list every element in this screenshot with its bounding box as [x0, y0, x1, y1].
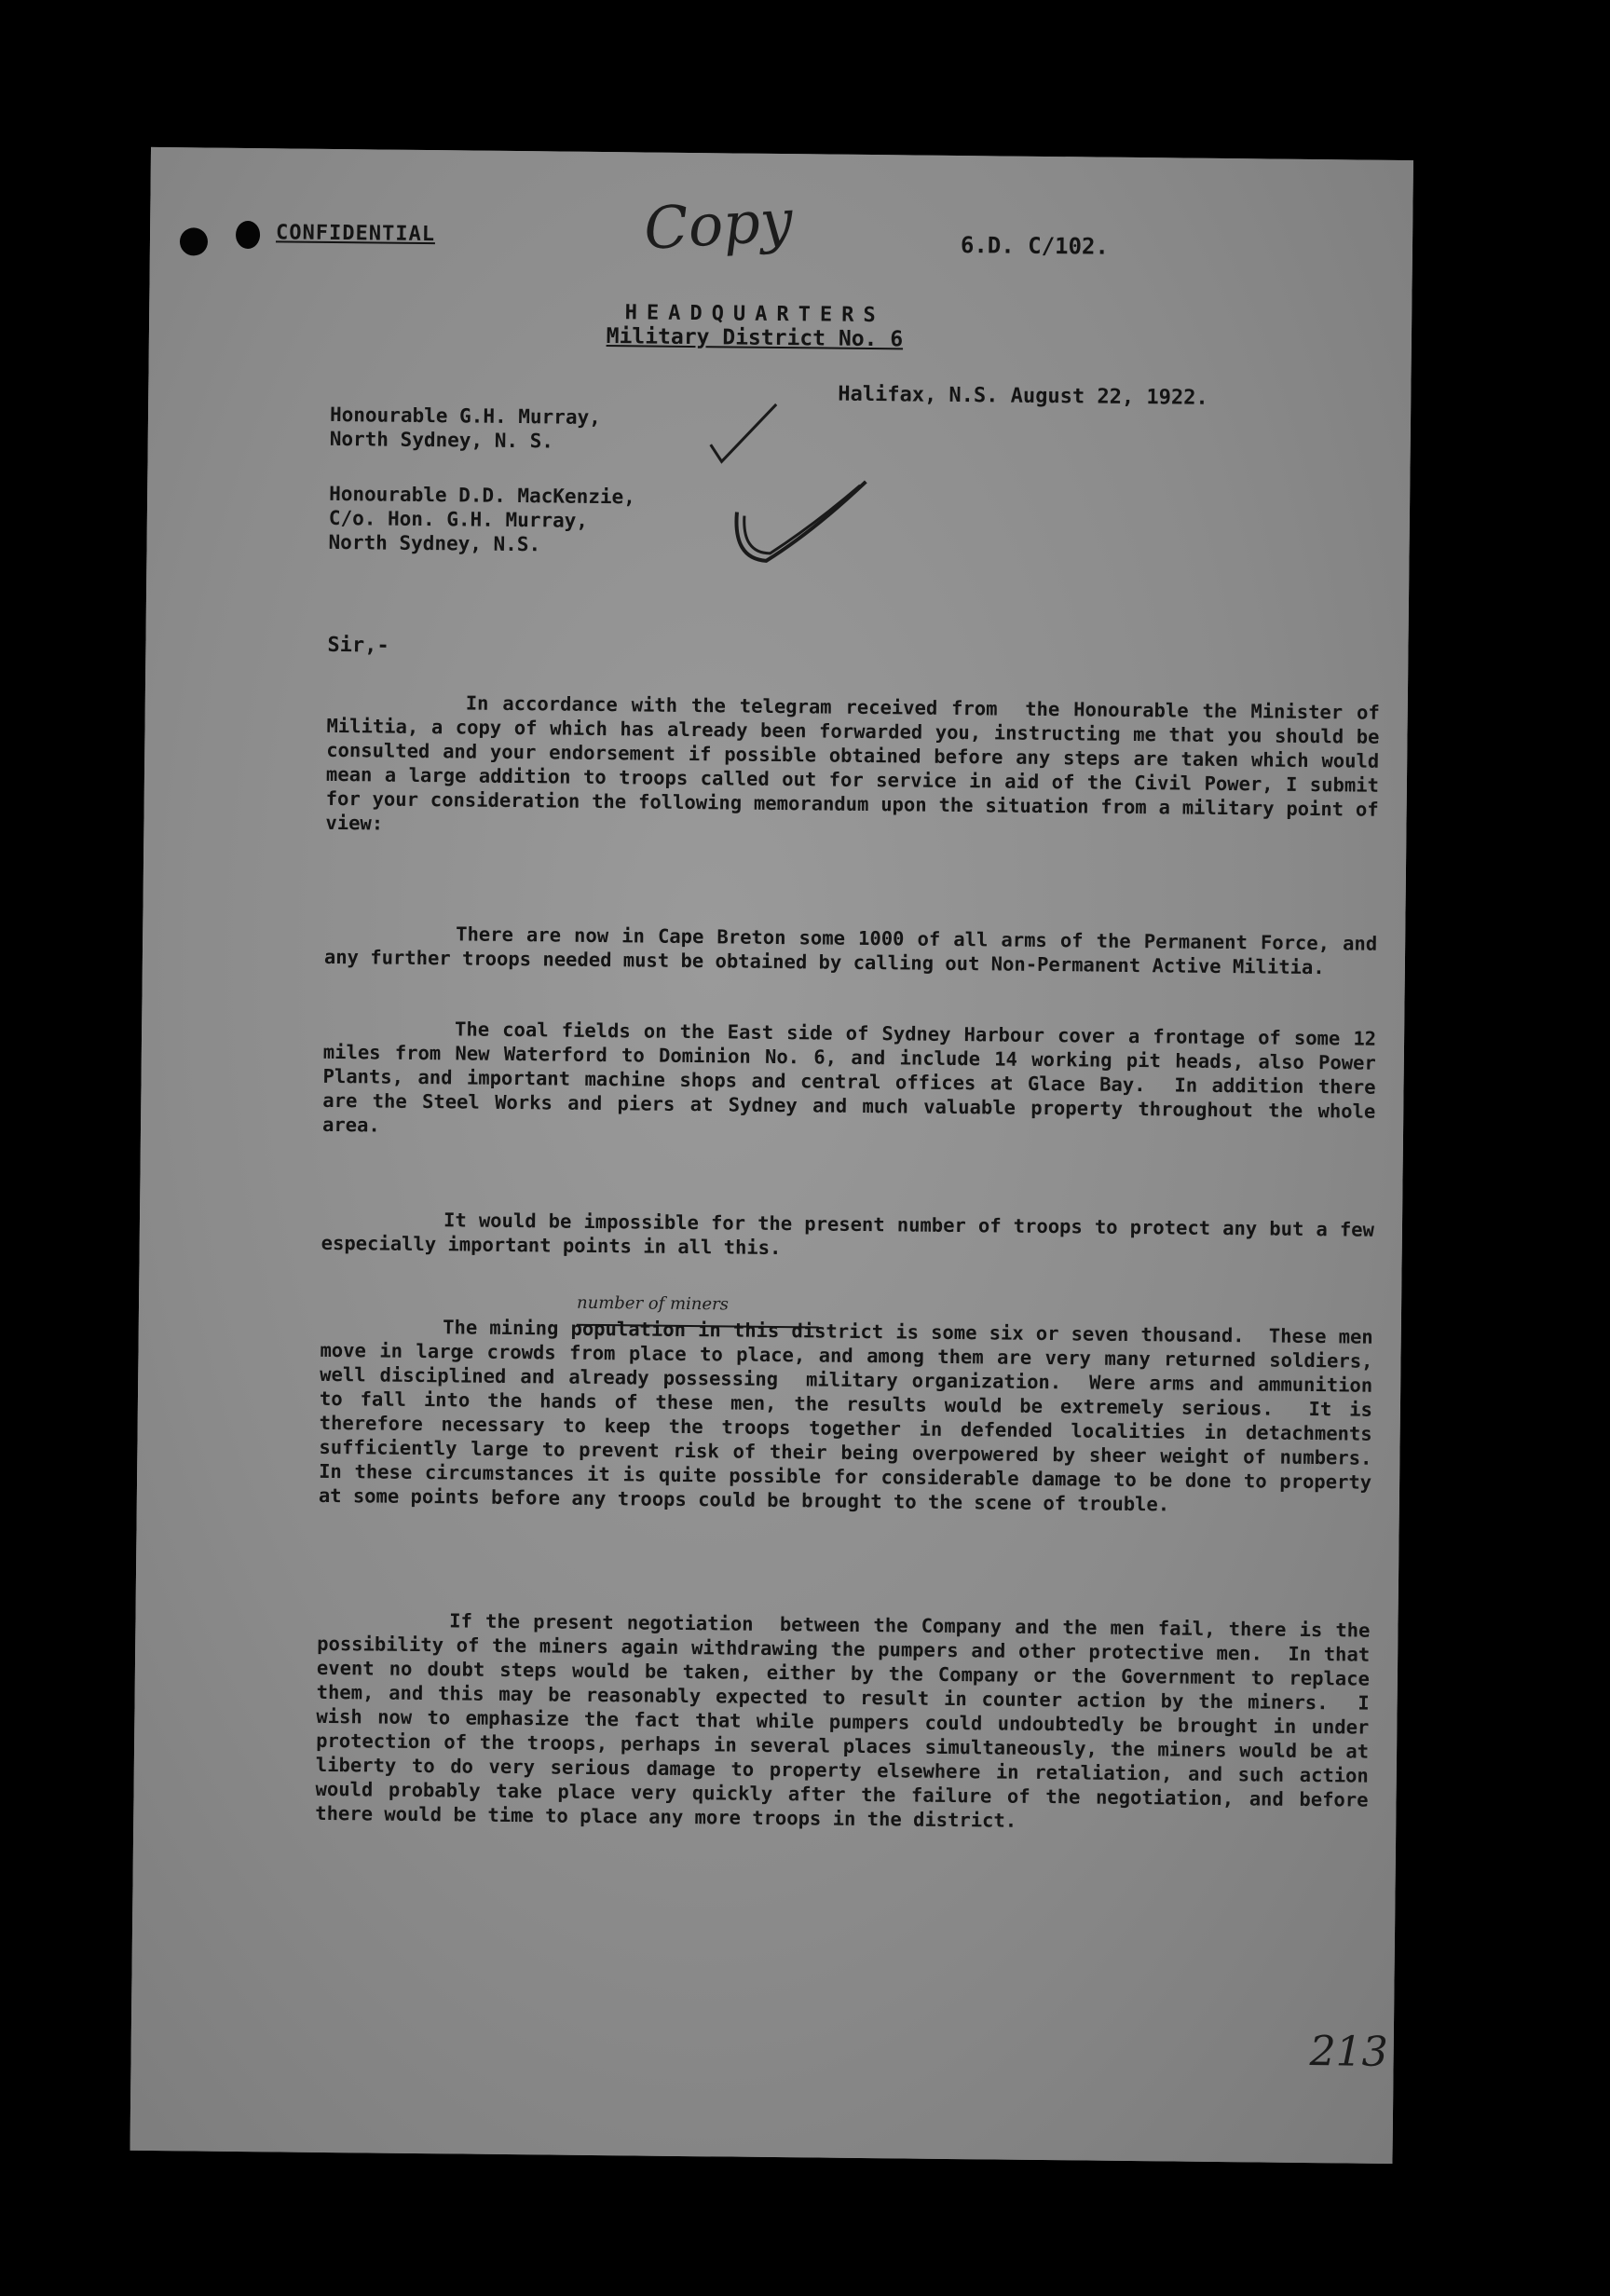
addressee-line: C/o. Hon. G.H. Murray, [328, 506, 589, 532]
copy-handwritten-mark: Copy [642, 185, 795, 263]
paragraph: The mining population in this district is some six or seven thousand. These men move in large crowds from place to place, and among them are very many returned soldiers, well disciplined and already possessing military organization. Were arms and ammunition to fall into the hands of these men, the results would be extremely serious. It is therefore necessary to keep the troops together in defended localities in detachments sufficiently large to prevent risk of their being overpowered by sheer weight of numbers. In these circumstances it is quite possible for considerable damage to be done to property at some points before any troops could be brought to the scene of trouble. [318, 1314, 1396, 1516]
addressee-line: North Sydney, N. S. [329, 427, 554, 453]
document-page [130, 147, 1413, 2164]
paragraph: If the present negotiation between the Company and the men fail, there is the possibility of the miners again withdrawing the pumpers and other protective men. In that event no doubt steps would be taken, either by the Company or the Government to replace them, and this may be reasonably expected to result in counter action by the miners. I wish now to emphasize the fact that while pumpers could undoubtedly be brought in under protection of the troops, perhaps in several places simultaneously, the miners would be at liberty to do very serious damage to property elsewhere in retaliation, and such action would probably take place very quickly after the failure of the negotiation, and before there would be time to place any more troops in the district. [315, 1607, 1382, 1832]
paragraph: The coal fields on the East side of Sydney Harbour cover a frontage of some 12 miles from New Waterford to Dominion No. 6, and include 14 working pit heads, also Power Plants, and important machine shops and central offices at Glace Bay. In addition there are the Steel Works and piers at Sydney and much valuable property throughout the whole area. [321, 1016, 1388, 1137]
addressee-line: North Sydney, N.S. [328, 530, 541, 556]
paragraph: It would be impossible for the present number of troops to protect any but a few especially important points in all this. [321, 1207, 1386, 1260]
letterhead-district: Military District No. 6 [606, 324, 904, 352]
paragraph: There are now in Cape Breton some 1000 of all arms of the Permanent Force, and any further troops needed must be obtained by calling out Non-Permanent Active Militia. [323, 921, 1389, 979]
file-reference: 6.D. C/102. [960, 232, 1110, 260]
addressee-line: Honourable G.H. Murray, [329, 403, 601, 429]
classification-stamp: CONFIDENTIAL [275, 221, 436, 247]
punch-hole [236, 221, 260, 249]
handwritten-insertion: number of miners [576, 1292, 730, 1315]
punch-hole [180, 227, 208, 255]
paragraph: In accordance with the telegram received from the Honourable the Minister of Militia, a copy of which has already been forwarded you, instructing me that you should be consulted and your endorsement if possible obtained before any steps are taken which would mean a large addition to troops called out for service in aid of the Civil Power, I submit for your consideration the following memorandum upon the situation from a military point of view: [325, 690, 1392, 835]
page-number: 213 [1309, 2028, 1388, 2076]
salutation: Sir,- [327, 633, 389, 658]
letterhead-title: HEADQUARTERS [624, 301, 885, 328]
addressee-block-2 [328, 482, 635, 557]
place-date: Halifax, N.S. August 22, 1922. [838, 382, 1208, 410]
check-mark-icon [706, 400, 782, 466]
check-mark-icon [729, 474, 869, 569]
addressee-line: Honourable D.D. MacKenzie, [329, 482, 635, 509]
letterhead [559, 301, 951, 352]
addressee-block-1 [330, 403, 601, 454]
